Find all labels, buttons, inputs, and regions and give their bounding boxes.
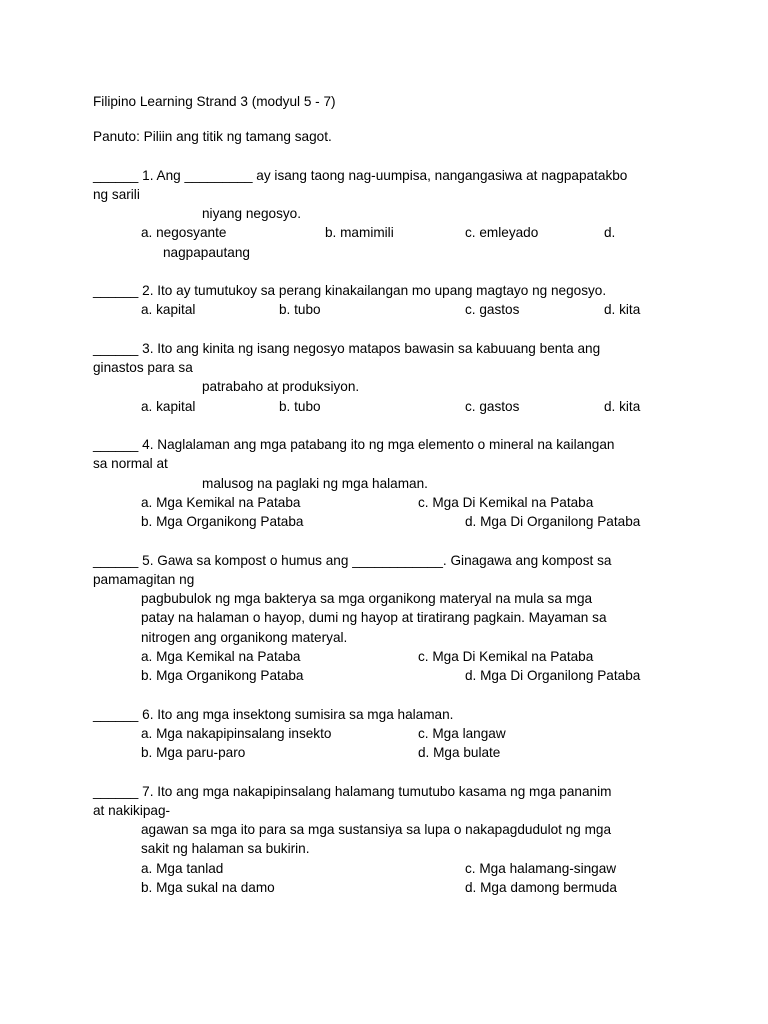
question-3-text-cont: ginastos para sa: [93, 360, 193, 375]
choice-d: d. Mga Di Organilong Pataba: [465, 668, 641, 683]
choice-d: d.: [604, 225, 616, 240]
choice-d-text: nagpapautang: [163, 245, 250, 260]
question-7-text-cont: at nakikipag-: [93, 803, 171, 818]
choice-c: c. gastos: [465, 302, 520, 317]
question-5-text-cont: nitrogen ang organikong materyal.: [141, 630, 348, 645]
choice-d: d. Mga damong bermuda: [465, 880, 617, 895]
choice-c: c. Mga Di Kemikal na Pataba: [418, 649, 594, 664]
question-2-text: ______ 2. Ito ay tumutukoy sa perang kinakailangan mo upang magtayo ng negosyo.: [93, 283, 607, 298]
choice-a: a. Mga nakapipinsalang insekto: [141, 726, 332, 741]
question-3-text-cont: patrabaho at produksiyon.: [202, 379, 360, 394]
question-4-text-cont: malusog na paglaki ng mga halaman.: [202, 476, 428, 491]
question-6-text: ______ 6. Ito ang mga insektong sumisira sa mga halaman.: [93, 707, 454, 722]
choice-b: b. Mga Organikong Pataba: [141, 514, 304, 529]
choice-b: b. Mga Organikong Pataba: [141, 668, 304, 683]
choice-a: a. Mga tanlad: [141, 861, 224, 876]
choice-a: a. kapital: [141, 399, 196, 414]
choice-c: c. emleyado: [465, 225, 539, 240]
choice-c: c. Mga halamang-singaw: [465, 861, 617, 876]
question-5-text-cont: patay na halaman o hayop, dumi ng hayop at tiratirang pagkain. Mayaman sa: [141, 610, 607, 625]
choice-b: b. tubo: [279, 399, 321, 414]
question-5-text-cont: pagbubulok ng mga bakterya sa mga organikong materyal na mula sa mga: [141, 591, 593, 606]
choice-a: a. negosyante: [141, 225, 227, 240]
choice-d: d. Mga bulate: [418, 745, 501, 760]
choice-d: d. kita: [604, 302, 641, 317]
choice-d: d. kita: [604, 399, 641, 414]
choice-d: d. Mga Di Organilong Pataba: [465, 514, 641, 529]
question-1-text-cont: ng sarili: [93, 187, 140, 202]
question-1-text: ______ 1. Ang _________ ay isang taong nag-uumpisa, nangangasiwa at nagpapatakbo: [93, 168, 628, 183]
choice-c: c. Mga Di Kemikal na Pataba: [418, 495, 594, 510]
choice-a: a. kapital: [141, 302, 196, 317]
choice-c: c. Mga langaw: [418, 726, 506, 741]
question-7-text-cont: sakit ng halaman sa bukirin.: [141, 841, 310, 856]
question-3-text: ______ 3. Ito ang kinita ng isang negosyo matapos bawasin sa kabuuang benta ang: [93, 341, 601, 356]
choice-b: b. tubo: [279, 302, 321, 317]
choice-a: a. Mga Kemikal na Pataba: [141, 495, 301, 510]
choice-b: b. mamimili: [325, 225, 394, 240]
question-4-text-cont: sa normal at: [93, 456, 168, 471]
choice-b: b. Mga paru-paro: [141, 745, 246, 760]
question-1-text-cont: niyang negosyo.: [202, 206, 302, 221]
question-5-text: ______ 5. Gawa sa kompost o humus ang ____________. Ginagawa ang kompost sa: [93, 553, 612, 568]
choice-a: a. Mga Kemikal na Pataba: [141, 649, 301, 664]
worksheet-title: Filipino Learning Strand 3 (modyul 5 - 7): [93, 94, 336, 109]
choice-b: b. Mga sukal na damo: [141, 880, 275, 895]
question-4-text: ______ 4. Naglalaman ang mga patabang ito ng mga elemento o mineral na kailangan: [93, 437, 615, 452]
instructions: Panuto: Piliin ang titik ng tamang sagot.: [93, 129, 332, 144]
choice-c: c. gastos: [465, 399, 520, 414]
question-7-text: ______ 7. Ito ang mga nakapipinsalang halamang tumutubo kasama ng mga pananim: [93, 784, 612, 799]
question-7-text-cont: agawan sa mga ito para sa mga sustansiya sa lupa o nakapagdudulot ng mga: [141, 822, 612, 837]
question-5-text-cont: pamamagitan ng: [93, 572, 195, 587]
